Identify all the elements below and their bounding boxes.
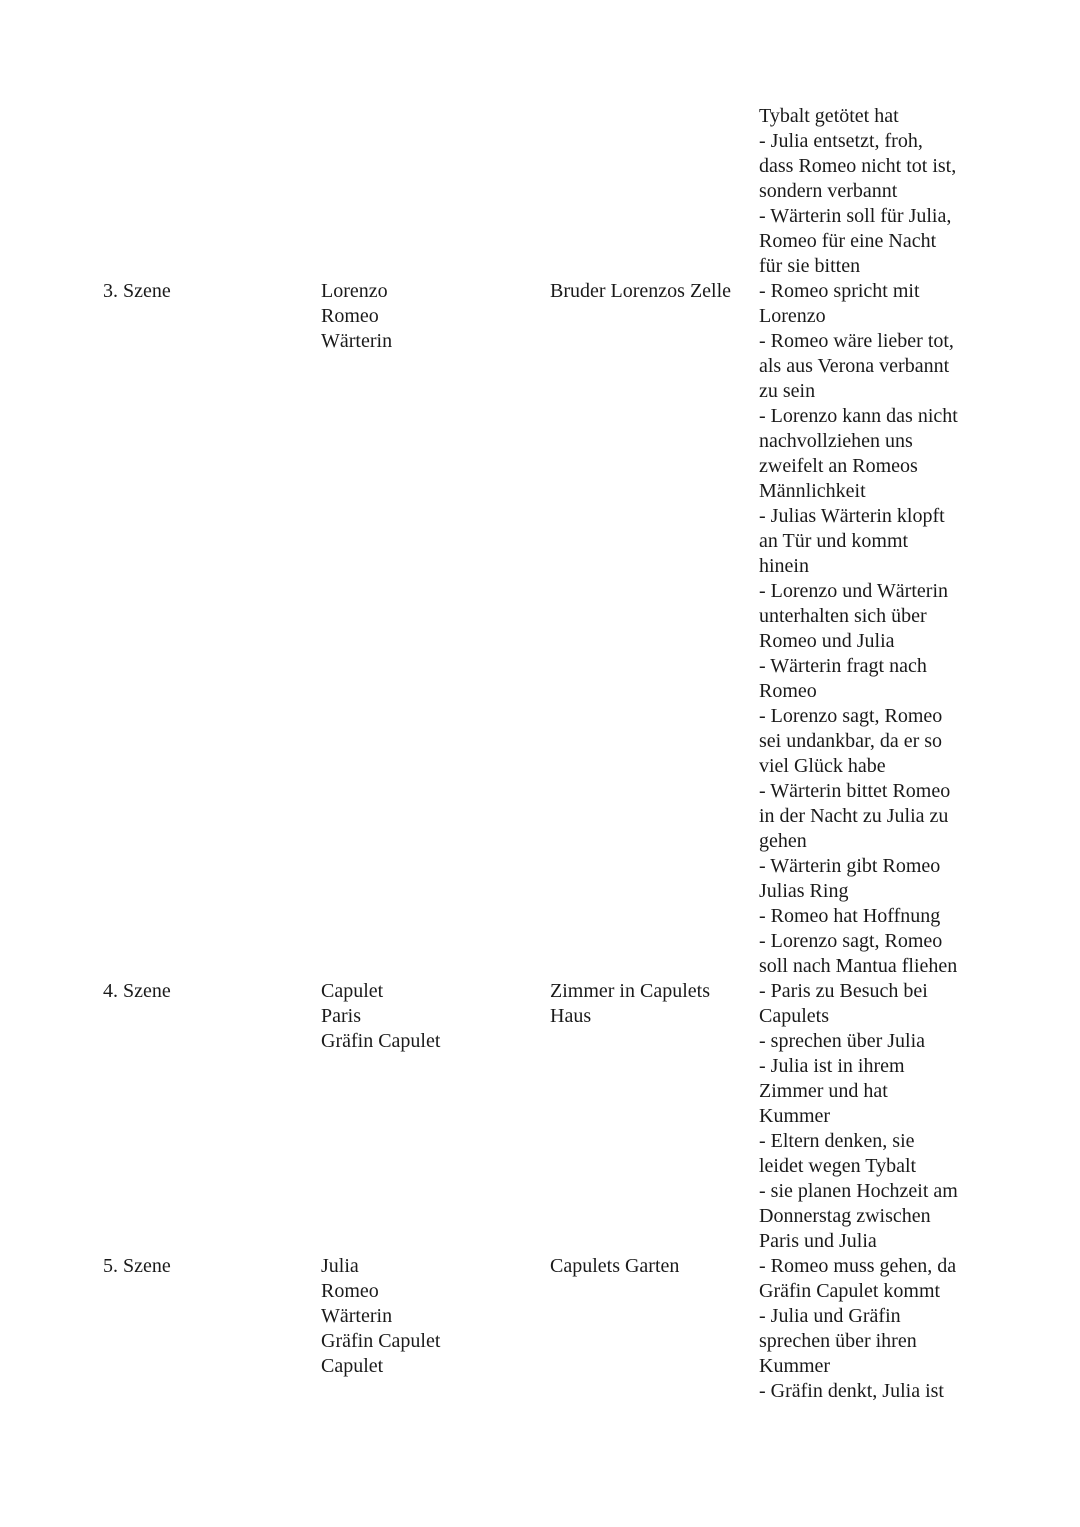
content-line: viel Glück habe <box>759 755 886 777</box>
content-line: Julias Ring <box>759 880 849 902</box>
content-line: - Wärterin gibt Romeo <box>759 855 941 877</box>
person-name: Julia <box>321 1255 359 1277</box>
person-name: Wärterin <box>321 330 393 352</box>
content-line: sprechen über ihren <box>759 1330 917 1352</box>
content-line: Paris und Julia <box>759 1230 877 1252</box>
person-name: Paris <box>321 1005 361 1027</box>
place-cell <box>550 1254 755 1279</box>
content-line: Capulets <box>759 1005 829 1027</box>
content-line: Romeo und Julia <box>759 630 895 652</box>
content-line: - Paris zu Besuch bei <box>759 980 928 1002</box>
content-line: Gräfin Capulet kommt <box>759 1280 941 1302</box>
persons-cell <box>321 1254 541 1379</box>
content-line: hinein <box>759 555 809 577</box>
scene-overview-table <box>0 104 1080 1404</box>
content-line: an Tür und kommt <box>759 530 909 552</box>
content-line: sondern verbannt <box>759 180 898 202</box>
content-line: - Julias Wärterin klopft <box>759 505 945 527</box>
person-name: Capulet <box>321 1355 384 1377</box>
scene-row <box>0 1254 1080 1404</box>
content-line: leidet wegen Tybalt <box>759 1155 917 1177</box>
content-line: - Lorenzo kann das nicht <box>759 405 958 427</box>
content-line: - Lorenzo und Wärterin <box>759 580 948 602</box>
content-line: Zimmer und hat <box>759 1080 888 1102</box>
scene-label <box>103 279 313 304</box>
content-line: - Julia und Gräfin <box>759 1305 901 1327</box>
person-name: Gräfin Capulet <box>321 1030 441 1052</box>
content-line: nachvollziehen uns <box>759 430 913 452</box>
person-name: Romeo <box>321 1280 379 1302</box>
content-line: zu sein <box>759 380 816 402</box>
place-line: Haus <box>550 1005 592 1027</box>
content-cell <box>759 979 999 1254</box>
person-name: Wärterin <box>321 1305 393 1327</box>
place-line: Capulets Garten <box>550 1255 680 1277</box>
content-line: Kummer <box>759 1105 831 1127</box>
content-line: zweifelt an Romeos <box>759 455 918 477</box>
content-line: - Eltern denken, sie <box>759 1130 915 1152</box>
content-line: - Lorenzo sagt, Romeo <box>759 705 943 727</box>
persons-cell <box>321 279 541 354</box>
content-line: gehen <box>759 830 807 852</box>
content-line: in der Nacht zu Julia zu <box>759 805 949 827</box>
content-line: soll nach Mantua fliehen <box>759 955 958 977</box>
content-line: - Wärterin bittet Romeo <box>759 780 951 802</box>
content-line: für sie bitten <box>759 255 861 277</box>
content-line: Lorenzo <box>759 305 826 327</box>
person-name: Romeo <box>321 305 379 327</box>
content-cell <box>759 104 999 279</box>
place-line: Bruder Lorenzos Zelle <box>550 280 732 302</box>
continuation-row <box>0 104 1080 279</box>
scene-label <box>103 979 313 1004</box>
content-line: - Julia ist in ihrem <box>759 1055 905 1077</box>
person-name: Gräfin Capulet <box>321 1330 441 1352</box>
content-line: Donnerstag zwischen <box>759 1205 931 1227</box>
content-cell <box>759 279 999 979</box>
content-line: als aus Verona verbannt <box>759 355 950 377</box>
content-line: unterhalten sich über <box>759 605 927 627</box>
person-name: Lorenzo <box>321 280 388 302</box>
content-line: - Romeo wäre lieber tot, <box>759 330 954 352</box>
content-line: - sprechen über Julia <box>759 1030 926 1052</box>
content-line: Tybalt getötet hat <box>759 105 899 127</box>
content-line: - Wärterin soll für Julia, <box>759 205 952 227</box>
content-line: Romeo <box>759 680 817 702</box>
content-line: - Romeo spricht mit <box>759 280 920 302</box>
content-line: dass Romeo nicht tot ist, <box>759 155 957 177</box>
content-line: Kummer <box>759 1355 831 1377</box>
content-line: - Lorenzo sagt, Romeo <box>759 930 943 952</box>
person-name: Capulet <box>321 980 384 1002</box>
scene-row <box>0 279 1080 979</box>
content-line: Männlichkeit <box>759 480 866 502</box>
place-cell <box>550 979 755 1029</box>
scene-number: 3. Szene <box>103 280 171 302</box>
content-line: - Gräfin denkt, Julia ist <box>759 1380 944 1402</box>
scene-number: 5. Szene <box>103 1255 171 1277</box>
scene-number: 4. Szene <box>103 980 171 1002</box>
place-line: Zimmer in Capulets <box>550 980 710 1002</box>
persons-cell <box>321 979 541 1054</box>
content-line: - Romeo hat Hoffnung <box>759 905 941 927</box>
scene-label <box>103 1254 313 1279</box>
content-line: Romeo für eine Nacht <box>759 230 937 252</box>
content-line: sei undankbar, da er so <box>759 730 943 752</box>
content-line: - Romeo muss gehen, da <box>759 1255 957 1277</box>
scene-row <box>0 979 1080 1254</box>
content-line: - Julia entsetzt, froh, <box>759 130 923 152</box>
content-cell <box>759 1254 999 1404</box>
content-line: - Wärterin fragt nach <box>759 655 927 677</box>
content-line: - sie planen Hochzeit am <box>759 1180 958 1202</box>
place-cell <box>550 279 755 304</box>
